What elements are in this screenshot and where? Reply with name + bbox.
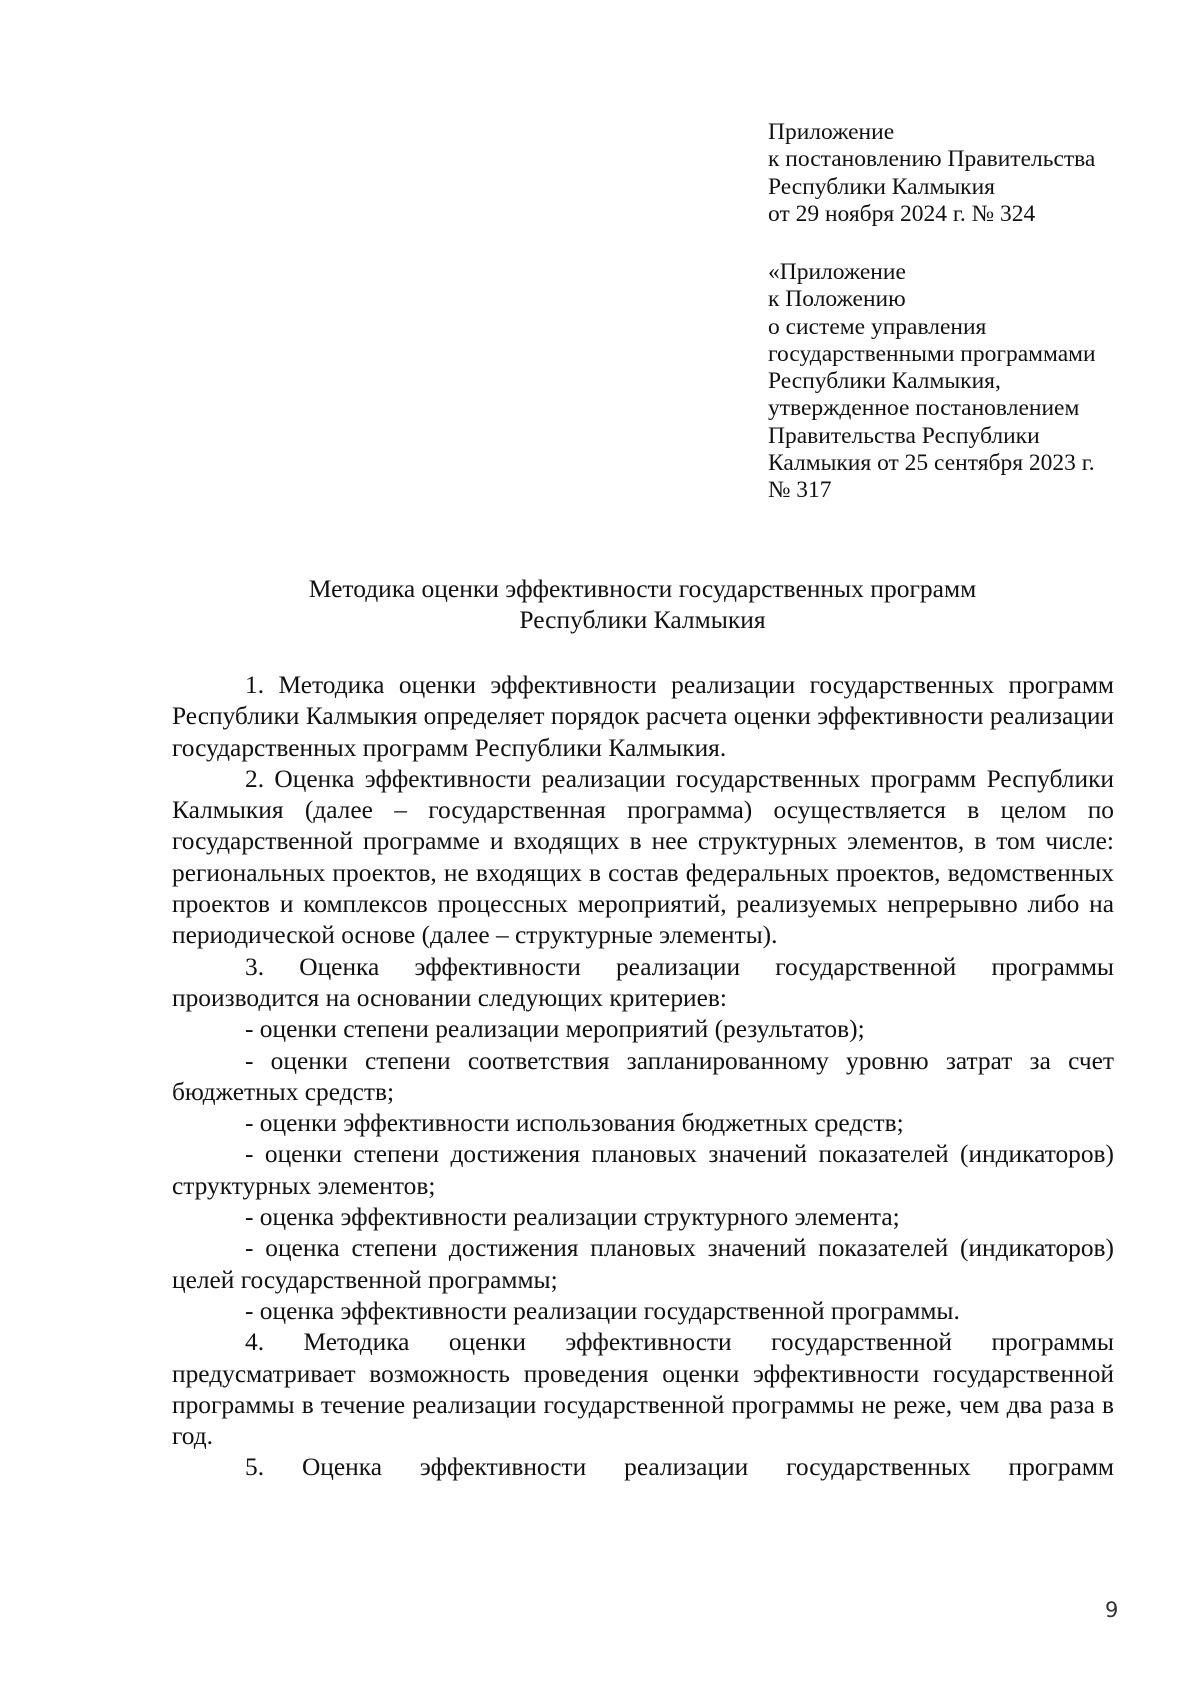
title-line-2: Республики Калмыкия xyxy=(519,605,766,634)
nested-appendix-line: государственными программами xyxy=(768,340,1096,367)
nested-appendix-line: № 317 xyxy=(768,477,832,504)
nested-appendix-line: утвержденное постановлением xyxy=(768,395,1080,422)
nested-appendix-line: к Положению xyxy=(768,286,906,313)
nested-appendix-header xyxy=(768,259,1148,505)
appendix-line: от 29 ноября 2024 г. № 324 xyxy=(768,200,1036,227)
criteria-item: - оценка эффективности реализации структурного элемента; xyxy=(245,1203,900,1232)
criteria-item: - оценки степени реализации мероприятий (результатов); xyxy=(245,1015,865,1044)
appendix-header xyxy=(768,119,1148,228)
appendix-line: к постановлению Правительства xyxy=(768,146,1096,173)
paragraph-2: 2. Оценка эффективности реализации государственных программ Республики Калмыкия (далее – государственная программа) осуществляется в целом по государственной программе и входящих в нее структурных элементов, в том числе: региональных проектов, не входящих в состав федеральных проектов, ведомственных проектов и комплексов процессных мероприятий, реализуемых непрерывно либо на периодической основе (далее – структурные элементы). xyxy=(172,764,1114,950)
title-line-1: Методика оценки эффективности государственных программ xyxy=(308,574,977,603)
nested-appendix-line: Республики Калмыкия, xyxy=(768,368,1001,395)
appendix-line: Приложение xyxy=(768,119,895,145)
nested-appendix-line: Калмыкия от 25 сентября 2023 г. xyxy=(768,450,1095,477)
document-body xyxy=(172,670,1114,1484)
criteria-item: - оценки эффективности использования бюджетных средств; xyxy=(245,1109,904,1138)
nested-appendix-line: о системе управления xyxy=(768,313,987,340)
criteria-item: - оценка степени достижения плановых значений показателей (индикаторов) целей государственной программы; xyxy=(172,1234,1114,1294)
paragraph-3: 3. Оценка эффективности реализации государственной программы производится на основании следующих критериев: xyxy=(172,952,1114,1012)
appendix-line: Республики Калмыкия xyxy=(768,173,995,200)
page-number: 9 xyxy=(1105,1598,1119,1622)
criteria-item: - оценки степени соответствия запланированному уровню затрат за счет бюджетных средств; xyxy=(172,1046,1114,1106)
paragraph-4: 4. Методика оценки эффективности государственной программы предусматривает возможность проведения оценки эффективности государственной программы в течение реализации государственной программы не реже, чем два раза в год. xyxy=(172,1328,1114,1451)
nested-appendix-line: Правительства Республики xyxy=(768,422,1040,449)
document-title xyxy=(170,573,1115,635)
criteria-item: - оценки степени достижения плановых значений показателей (индикаторов) структурных элементов; xyxy=(172,1140,1114,1200)
nested-appendix-line: «Приложение xyxy=(768,259,906,285)
paragraph-1: 1. Методика оценки эффективности реализации государственных программ Республики Калмыкия определяет порядок расчета оценки эффективности реализации государственных программ Республики Калмыкия. xyxy=(172,671,1114,762)
paragraph-5: 5. Оценка эффективности реализации государственных программ xyxy=(245,1453,1114,1482)
criteria-item: - оценка эффективности реализации государственной программы. xyxy=(245,1296,960,1325)
